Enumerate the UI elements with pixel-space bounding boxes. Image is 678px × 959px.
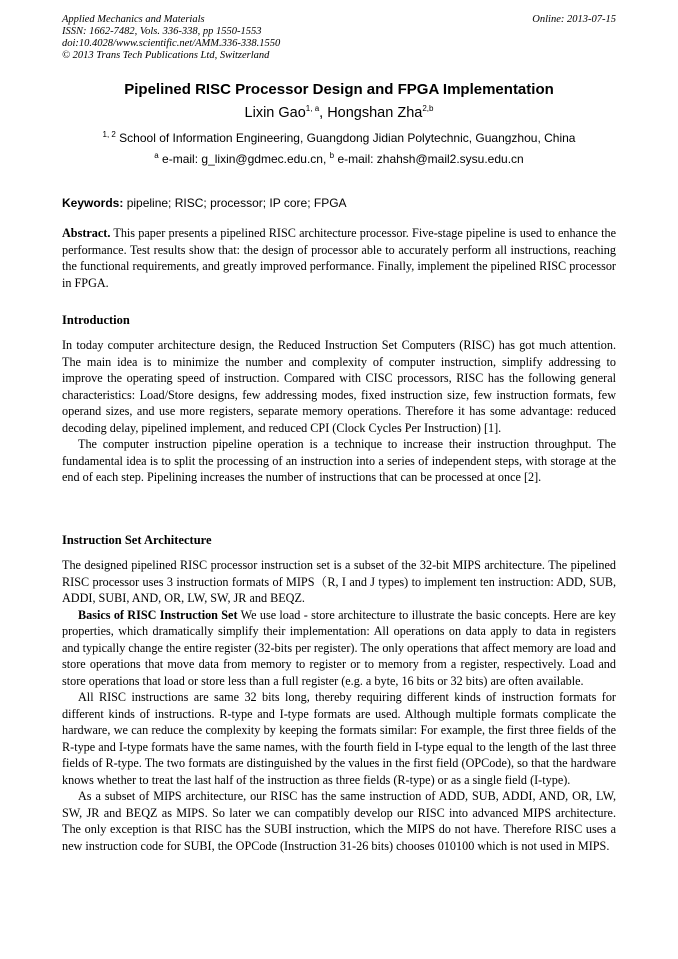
isa-paragraph-2 bbox=[62, 607, 616, 690]
isa-paragraph-2-text: We use load - store architecture to illustrate the basic concepts. Here are key properties, which dramatically simplify their implementation: All operations on data apply to data in registers and typically change the entire register (32-bits per register). The only operations that affect memory are load and store operations that move data from memory to register or to memory from a register, respectively. Load and store operations that load or store less than a full register (e.g. a byte, 16 bits or 32 bits) are often available. bbox=[62, 607, 616, 688]
author-1: Lixin Gao bbox=[244, 105, 306, 121]
abstract bbox=[62, 225, 616, 291]
affiliation-text: School of Information Engineering, Guangdong Jidian Polytechnic, Guangzhou, China bbox=[115, 131, 576, 145]
author-separator: , bbox=[319, 105, 328, 121]
isa-section bbox=[62, 557, 616, 854]
copyright-line: © 2013 Trans Tech Publications Ltd, Switzerland bbox=[62, 50, 270, 61]
isa-subheading: Basics of RISC Instruction Set bbox=[78, 607, 238, 622]
abstract-text: This paper presents a pipelined RISC architecture processor. Five-stage pipeline is used to enhance the performance. Test results show that: the design of processor able to accurately perform all instructions, reaching the functional requirements, and greatly improved performance. Finally, implement the pipelined RISC processor in FPGA. bbox=[62, 226, 616, 290]
keywords-label: Keywords: bbox=[62, 196, 124, 210]
isa-paragraph-1: The designed pipelined RISC processor instruction set is a subset of the 32-bit MIPS architecture. The pipelined RISC processor uses 3 instruction formats of MIPS（R, I and J types) to implement ten instruction: ADD, SUB, ADDI, SUBI, AND, OR, LW, SW, JR and BEQZ. bbox=[62, 558, 616, 605]
email-b-marker: b bbox=[329, 151, 335, 160]
isa-paragraph-4: As a subset of MIPS architecture, our RISC has the same instruction of ADD, SUB, ADDI, AND, OR, LW, SW, JR and BEQZ as MIPS. So later we can compatibly develop our RISC into advanced MIPS architecture. The only exception is that RISC has the SUBI instruction, which the MIPS do not have. Therefore RISC uses a new instruction code for SUBI, the OPCode (Instruction 31-26 bits) chooses 010100 which is not used in MIPS. bbox=[62, 789, 616, 853]
isa-heading: Instruction Set Architecture bbox=[62, 533, 212, 547]
introduction-section bbox=[62, 337, 616, 486]
email-a: e-mail: g_lixin@gdmec.edu.cn, bbox=[158, 152, 330, 166]
author-2: Hongshan Zha bbox=[327, 105, 423, 121]
email-a-marker: a bbox=[154, 151, 159, 160]
author-1-marker: 1, a bbox=[305, 104, 320, 114]
email-line bbox=[62, 152, 616, 166]
journal-name: Applied Mechanics and Materials bbox=[62, 14, 205, 25]
abstract-label: Abstract. bbox=[62, 226, 111, 240]
issn-line: ISSN: 1662-7482, Vols. 336-338, pp 1550-1553 bbox=[62, 26, 262, 37]
author-2-marker: 2,b bbox=[422, 104, 434, 114]
keywords-text: pipeline; RISC; processor; IP core; FPGA bbox=[123, 196, 347, 210]
keywords bbox=[62, 196, 616, 210]
introduction-heading: Introduction bbox=[62, 313, 130, 327]
intro-paragraph-1: In today computer architecture design, the Reduced Instruction Set Computers (RISC) has got much attention. The main idea is to minimize the number and complexity of computer instruction, simplify addressing to improve the operating speed of instruction. Compared with CISC processors, RISC has the following general characteristics: Load/Store designs, few addressing modes, fixed instruction size, few instruction formats, few operand sizes, and use more registers, separate memory operations. Therefore it has some advantage: reduced decoding delay, pipelined implement, and reduced CPI (Clock Cycles Per Instruction) [1]. bbox=[62, 338, 616, 435]
isa-paragraph-3: All RISC instructions are same 32 bits long, thereby requiring different kinds of instruction formats for different kinds of instructions. R-type and I-type formats are used. Although multiple formats complicate the hardware, we can reduce the complexity by keeping the formats similar: For example, the first three fields of the R-type and I-type formats have the same names, with the fourth field in I-type equal to the length of the last three fields of R-type. The two formats are distinguished by the values in the first field (OPCode), so that the hardware knows whether to treat the last half of the instruction as three fields (R-type) or as a single field (I-type). bbox=[62, 690, 616, 787]
online-date: Online: 2013-07-15 bbox=[532, 14, 616, 25]
journal-header bbox=[62, 14, 616, 62]
affiliation bbox=[62, 131, 616, 145]
intro-paragraph-2: The computer instruction pipeline operation is a technique to increase their instruction throughput. The fundamental idea is to split the processing of an instruction into a series of independent steps, with storage at the end of each step. Pipelining increases the number of instructions that can be processed at once [2]. bbox=[62, 437, 616, 484]
author-line bbox=[62, 105, 616, 121]
email-b: e-mail: zhahsh@mail2.sysu.edu.cn bbox=[334, 152, 524, 166]
doi-line: doi:10.4028/www.scientific.net/AMM.336-338.1550 bbox=[62, 38, 281, 49]
affiliation-marker: 1, 2 bbox=[102, 130, 116, 139]
paper-title: Pipelined RISC Processor Design and FPGA Implementation bbox=[124, 81, 554, 98]
